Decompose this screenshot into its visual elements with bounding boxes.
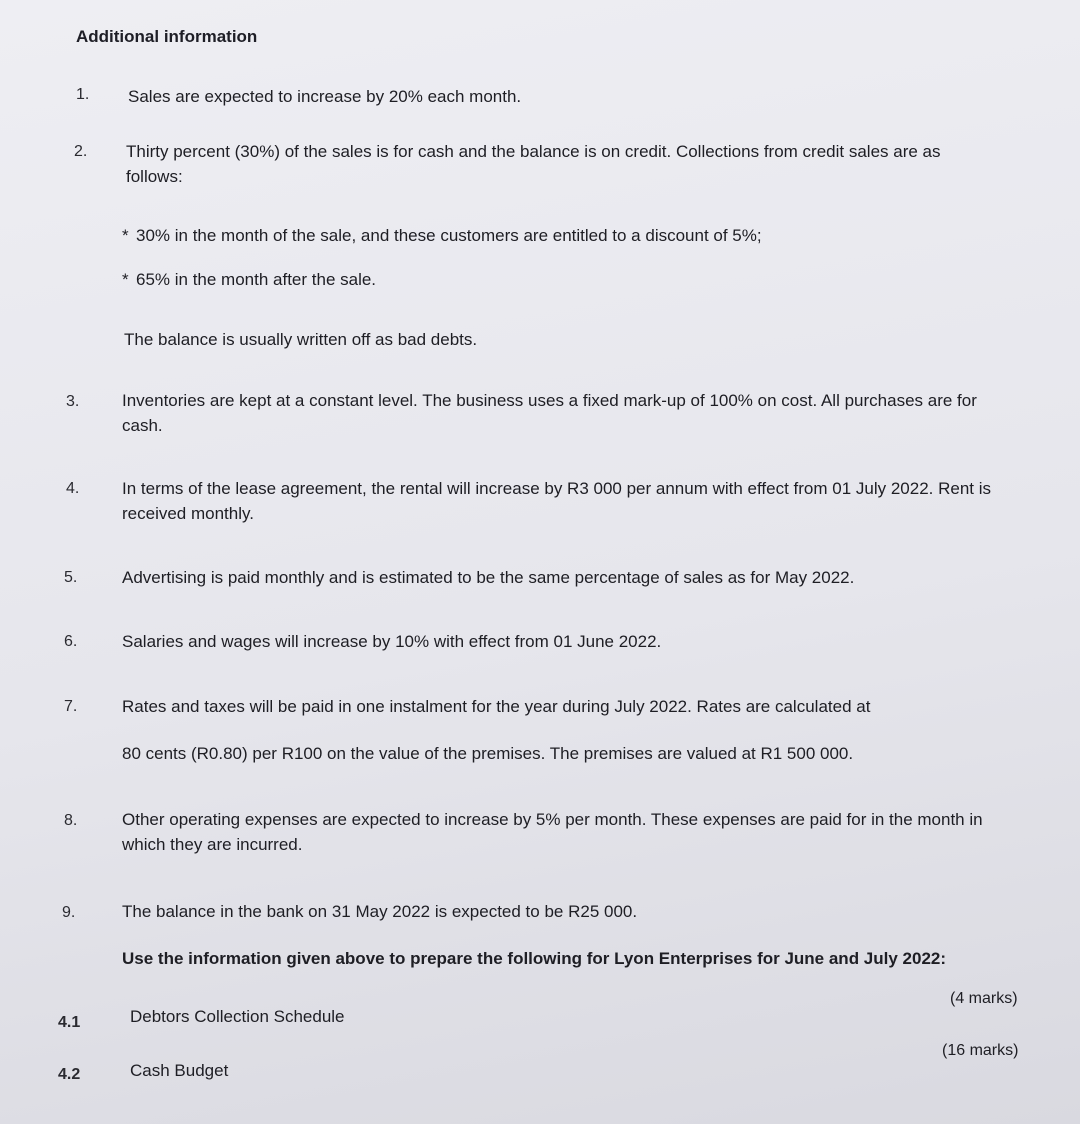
item-text-8: Other operating expenses are expected to increase by 5% per month. These expenses are paid for in the month in which they are incurred. [122,810,983,854]
item-text-6: Salaries and wages will increase by 10% with effect from 01 June 2022. [122,632,662,651]
item-text-4: In terms of the lease agreement, the rental will increase by R3 000 per annum with effect from 01 July 2022. Rent is received monthly. [122,479,992,523]
item-text-7: Rates and taxes will be paid in one instalment for the year during July 2022. Rates are calculated at [122,697,871,716]
item-number-9: 9. [62,904,76,921]
bullet-mark: * [122,270,129,289]
question-number-4-1: 4.1 [58,1014,81,1031]
item-number-5: 5. [64,569,78,586]
instruction-text: Use the information given above to prepare the following for Lyon Enterprises for June and July 2022: [122,949,947,968]
question-marks-4-1: (4 marks) [950,990,1018,1007]
item-text-9: The balance in the bank on 31 May 2022 is expected to be R25 000. [122,902,638,921]
section-heading: Additional information [76,27,258,46]
item-number-3: 3. [66,393,80,410]
item-number-1: 1. [76,86,90,103]
item-text-2: Thirty percent (30%) of the sales is for cash and the balance is on credit. Collections from credit sales are as follows: [126,142,941,186]
item-text-1: Sales are expected to increase by 20% each month. [128,87,522,106]
item-number-8: 8. [64,812,78,829]
item-number-6: 6. [64,633,78,650]
bullet-text-2: 65% in the month after the sale. [136,270,377,289]
item-number-7: 7. [64,698,78,715]
bullet-text-1: 30% in the month of the sale, and these customers are entitled to a discount of 5%; [136,226,762,245]
item-number-2: 2. [74,143,88,160]
item-text-7-cont: 80 cents (R0.80) per R100 on the value of the premises. The premises are valued at R1 500 000. [122,744,854,763]
question-marks-4-2: (16 marks) [942,1042,1019,1059]
item-number-4: 4. [66,480,80,497]
question-number-4-2: 4.2 [58,1066,81,1083]
item-text-5: Advertising is paid monthly and is estimated to be the same percentage of sales as for May 2022. [122,568,855,587]
item-text-3: Inventories are kept at a constant level. The business uses a fixed mark-up of 100% on cost. All purchases are for cash. [122,391,977,435]
bullet-item-2 [122,267,1002,292]
question-label-4-2: Cash Budget [130,1061,229,1080]
question-label-4-1: Debtors Collection Schedule [130,1007,345,1026]
bullet-mark: * [122,226,129,245]
bullet-item-1 [122,223,1002,248]
item-note-2: The balance is usually written off as bad debts. [124,330,478,349]
